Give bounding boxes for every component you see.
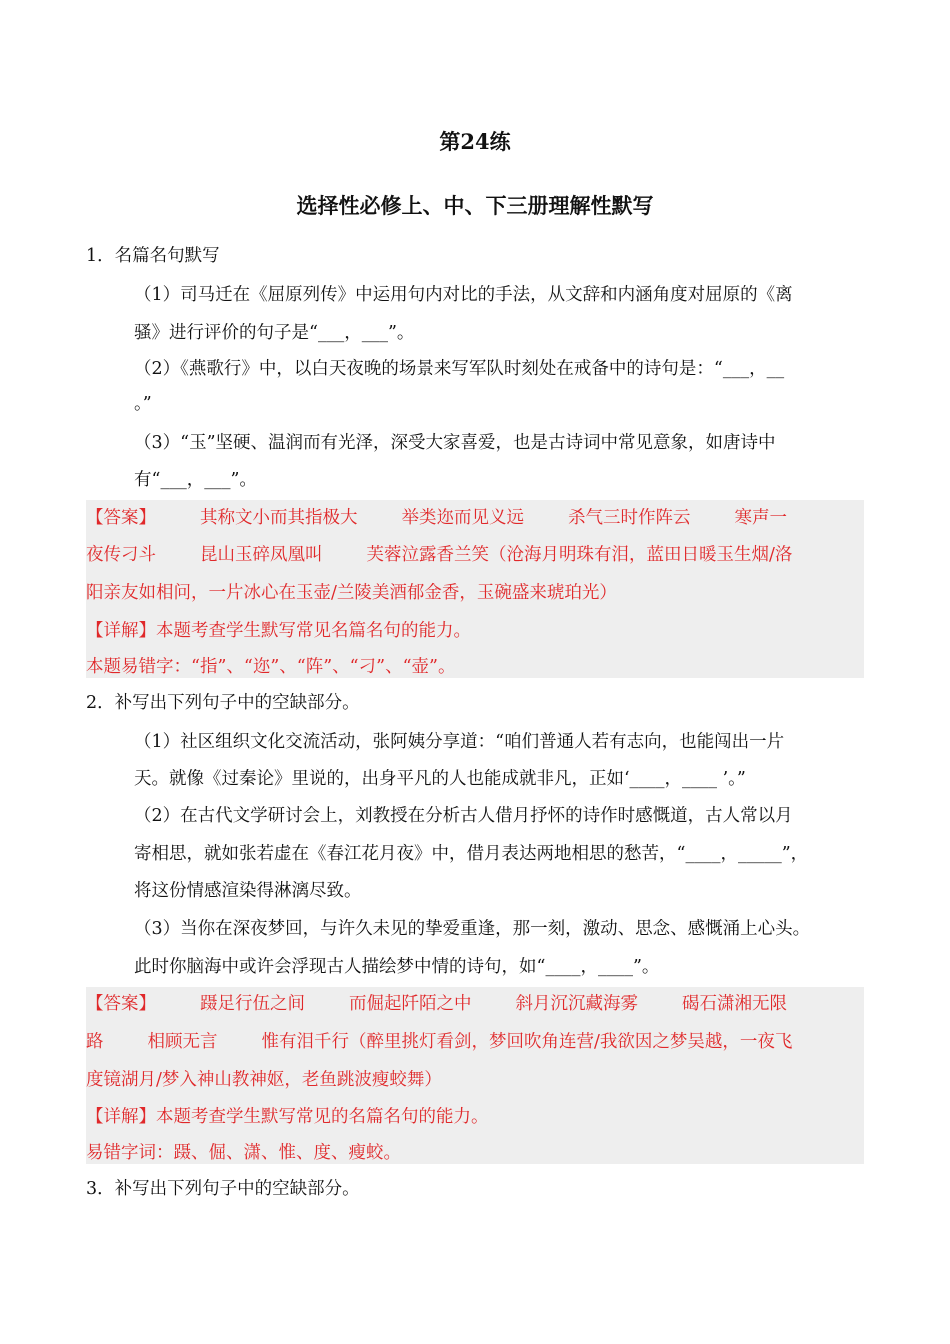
answer-label: 【答案】: [86, 508, 156, 528]
q1-mistakes: 本题易错字：“指”、“迩”、“阵”、“刁”、“壶”。: [86, 657, 456, 677]
q1-line: （1）司马迁在《屈原列传》中运用句内对比的手法，从文辞和内涵角度对屈原的《离: [134, 285, 793, 305]
q1-line: （3）“玉”坚硬、温润而有光泽，深受大家喜爱，也是古诗词中常见意象，如唐诗中: [134, 433, 776, 453]
answer-item: 而倔起阡陌之中: [349, 994, 472, 1014]
answer-item: 举类迩而见义远: [401, 508, 524, 528]
answer-item: 夜传刁斗: [86, 545, 156, 565]
q1-line: （2）《燕歌行》中，以白天夜晚的场景来写军队时刻处在戒备中的诗句是：“___，__: [134, 359, 785, 379]
q2-detail: 【详解】本题考查学生默写常见的名篇名句的能力。: [86, 1107, 489, 1127]
q1-heading: 1．名篇名句默写: [86, 246, 220, 266]
q2-mistakes: 易错字词：蹑、倔、潇、惟、度、瘦蛟。: [86, 1143, 401, 1163]
answer-item: 芙蓉泣露香兰笑（沧海月明珠有泪，蓝田日暖玉生烟/洛: [366, 545, 793, 565]
q1-line: 。”: [134, 394, 152, 414]
q1-detail: 【详解】本题考查学生默写常见名篇名句的能力。: [86, 621, 471, 641]
q2-answer-row: [86, 1029, 792, 1055]
page-title: 第24练: [439, 129, 511, 154]
answer-item: 杀气三时作阵云: [568, 508, 691, 528]
answer-item: 惟有泪千行（醉里挑灯看剑，梦回吹角连营/我欲因之梦吴越，一夜飞: [261, 1032, 793, 1052]
q2-line: （2）在古代文学研讨会上，刘教授在分析古人借月抒怀的诗作时感慨道，古人常以月: [134, 806, 793, 826]
answer-item: 蹑足行伍之间: [200, 994, 305, 1014]
answer-item: 昆山玉碎凤凰叫: [200, 545, 323, 565]
answer-item: 路: [86, 1032, 104, 1052]
q2-line: 此时你脑海中或许会浮现古人描绘梦中情的诗句，如“____，____”。: [134, 957, 660, 977]
q2-heading: 2．补写出下列句子中的空缺部分。: [86, 693, 360, 713]
q2-line: 天。就像《过秦论》里说的，出身平凡的人也能成就非凡，正如‘____，____ ’。”: [134, 769, 746, 789]
q3-heading: 3．补写出下列句子中的空缺部分。: [86, 1179, 360, 1199]
answer-item: 寒声一: [734, 508, 787, 528]
q2-answer-row: 度镜湖月/梦入神山教神妪，老鱼跳波瘦蛟舞）: [86, 1070, 442, 1090]
q2-line: 将这份情感渲染得淋漓尽致。: [134, 881, 362, 901]
q1-answer-row: [86, 505, 787, 531]
page-subtitle: 选择性必修上、中、下三册理解性默写: [296, 193, 654, 218]
q2-line: （3）当你在深夜梦回，与许久未见的挚爱重逢，那一刻，激动、思念、感慨涌上心头。: [134, 919, 811, 939]
answer-item: 其称文小而其指极大: [200, 508, 358, 528]
q1-line: 骚》进行评价的句子是“___，___”。: [134, 323, 415, 343]
q2-line: 寄相思，就如张若虚在《春江花月夜》中，借月表达两地相思的愁苦，“____，_____”，: [134, 844, 809, 864]
answer-item: 碣石潇湘无限: [682, 994, 787, 1014]
q2-answer-row: [86, 991, 787, 1017]
q2-line: （1）社区组织文化交流活动，张阿姨分享道：“咱们普通人若有志向，也能闯出一片: [134, 732, 785, 752]
q1-answer-row: [86, 542, 792, 568]
answer-item: 相顾无言: [147, 1032, 218, 1052]
q1-line: 有“___，___”。: [134, 470, 257, 490]
q1-answer-row: 阳亲友如相问，一片冰心在玉壶/兰陵美酒郁金香，玉碗盛来琥珀光）: [86, 583, 617, 603]
answer-label: 【答案】: [86, 994, 156, 1014]
answer-item: 斜月沉沉藏海雾: [515, 994, 638, 1014]
